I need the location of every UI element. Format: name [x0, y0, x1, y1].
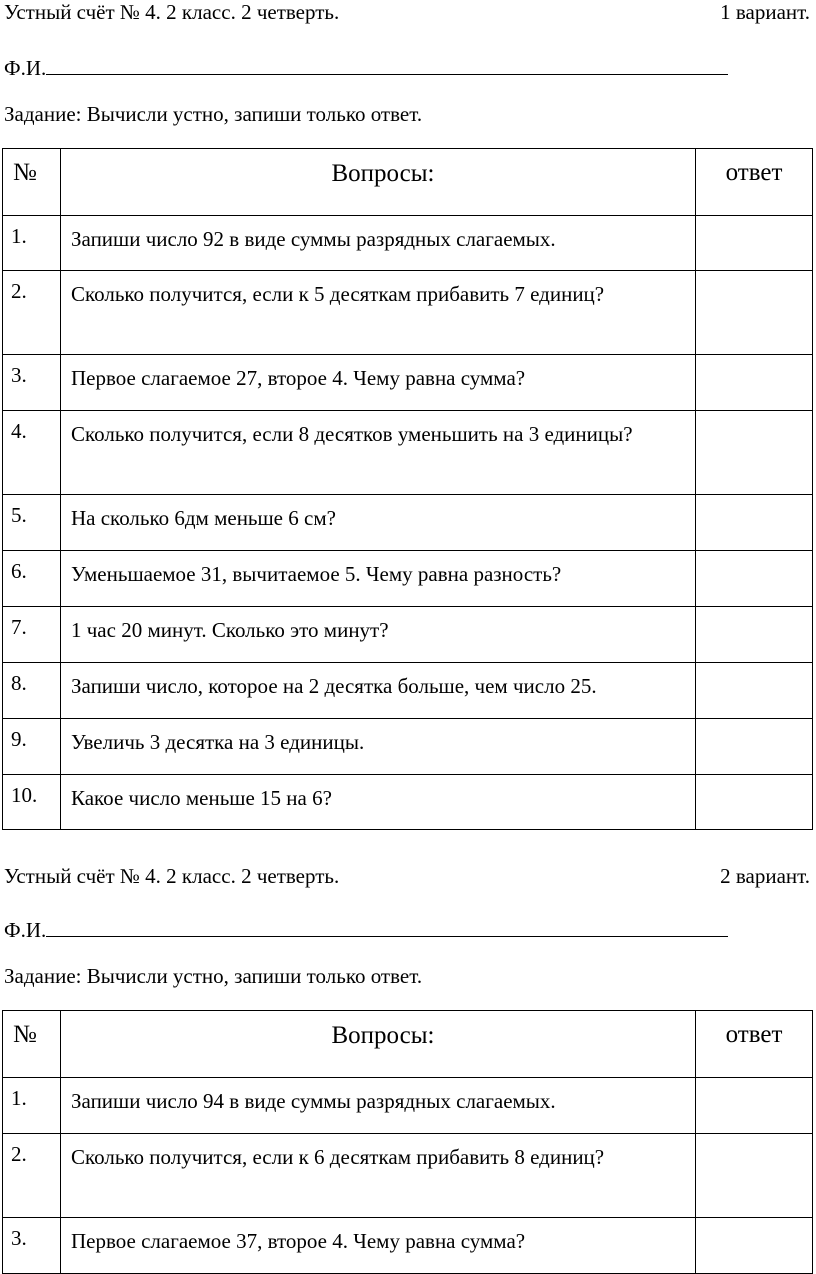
answer-cell[interactable]	[696, 1134, 813, 1218]
variant-label-v2: 2 вариант.	[720, 864, 810, 888]
row-question: Сколько получится, если к 6 десяткам прибавить 8 единиц?	[61, 1134, 696, 1218]
header-num: №	[3, 1011, 61, 1078]
answer-cell[interactable]	[696, 1078, 813, 1134]
row-num: 1.	[3, 216, 61, 271]
fio-label-v2: Ф.И.	[4, 918, 47, 942]
variant-label-v1: 1 вариант.	[720, 0, 810, 24]
row-question: Уменьшаемое 31, вычитаемое 5. Чему равна разность?	[61, 551, 696, 607]
row-num: 2.	[3, 1134, 61, 1218]
table-header-row	[3, 149, 813, 216]
table-row	[3, 1218, 813, 1274]
answer-cell[interactable]	[696, 719, 813, 775]
table-row	[3, 551, 813, 607]
table-row	[3, 411, 813, 495]
row-num: 10.	[3, 775, 61, 830]
row-num: 5.	[3, 495, 61, 551]
header-answer: ответ	[696, 149, 813, 216]
answer-cell[interactable]	[696, 216, 813, 271]
row-num: 9.	[3, 719, 61, 775]
row-question: Первое слагаемое 37, второе 4. Чему равна сумма?	[61, 1218, 696, 1274]
task-instruction-v2: Задание: Вычисли устно, запиши только ответ.	[4, 964, 423, 988]
row-question: Сколько получится, если к 5 десяткам прибавить 7 единиц?	[61, 271, 696, 355]
row-num: 3.	[3, 1218, 61, 1274]
answer-cell[interactable]	[696, 663, 813, 719]
fio-underline-v1	[46, 54, 728, 75]
row-question: Сколько получится, если 8 десятков уменьшить на 3 единицы?	[61, 411, 696, 495]
answer-cell[interactable]	[696, 495, 813, 551]
row-num: 3.	[3, 355, 61, 411]
questions-table-v1	[2, 148, 813, 830]
row-question: Запиши число 92 в виде суммы разрядных слагаемых.	[61, 216, 696, 271]
row-question: Первое слагаемое 27, второе 4. Чему равна сумма?	[61, 355, 696, 411]
row-question: Запиши число 94 в виде суммы разрядных слагаемых.	[61, 1078, 696, 1134]
table-row	[3, 216, 813, 271]
header-num: №	[3, 149, 61, 216]
table-row	[3, 271, 813, 355]
row-question: Какое число меньше 15 на 6?	[61, 775, 696, 830]
row-question: На сколько 6дм меньше 6 см?	[61, 495, 696, 551]
table-row	[3, 355, 813, 411]
worksheet-title-v2: Устный счёт № 4. 2 класс. 2 четверть.	[4, 864, 340, 888]
row-num: 2.	[3, 271, 61, 355]
fio-line-v2	[4, 916, 728, 943]
fio-line-v1	[4, 54, 728, 81]
table-header-row	[3, 1011, 813, 1078]
header-questions: Вопросы:	[61, 149, 696, 216]
fio-label-v1: Ф.И.	[4, 56, 47, 80]
table-row	[3, 775, 813, 830]
task-instruction-v1: Задание: Вычисли устно, запиши только ответ.	[4, 102, 423, 126]
answer-cell[interactable]	[696, 271, 813, 355]
row-question: Увеличь 3 десятка на 3 единицы.	[61, 719, 696, 775]
answer-cell[interactable]	[696, 355, 813, 411]
row-num: 8.	[3, 663, 61, 719]
row-num: 4.	[3, 411, 61, 495]
answer-cell[interactable]	[696, 775, 813, 830]
answer-cell[interactable]	[696, 607, 813, 663]
fio-underline-v2	[46, 916, 728, 937]
table-row	[3, 663, 813, 719]
table-row	[3, 495, 813, 551]
row-question: 1 час 20 минут. Сколько это минут?	[61, 607, 696, 663]
row-num: 7.	[3, 607, 61, 663]
row-num: 6.	[3, 551, 61, 607]
header-answer: ответ	[696, 1011, 813, 1078]
answer-cell[interactable]	[696, 411, 813, 495]
header-questions: Вопросы:	[61, 1011, 696, 1078]
table-row	[3, 607, 813, 663]
answer-cell[interactable]	[696, 1218, 813, 1274]
worksheet-title-v1: Устный счёт № 4. 2 класс. 2 четверть.	[4, 0, 340, 24]
table-row	[3, 719, 813, 775]
row-num: 1.	[3, 1078, 61, 1134]
row-question: Запиши число, которое на 2 десятка больше, чем число 25.	[61, 663, 696, 719]
answer-cell[interactable]	[696, 551, 813, 607]
questions-table-v2	[2, 1010, 813, 1274]
table-row	[3, 1134, 813, 1218]
table-row	[3, 1078, 813, 1134]
